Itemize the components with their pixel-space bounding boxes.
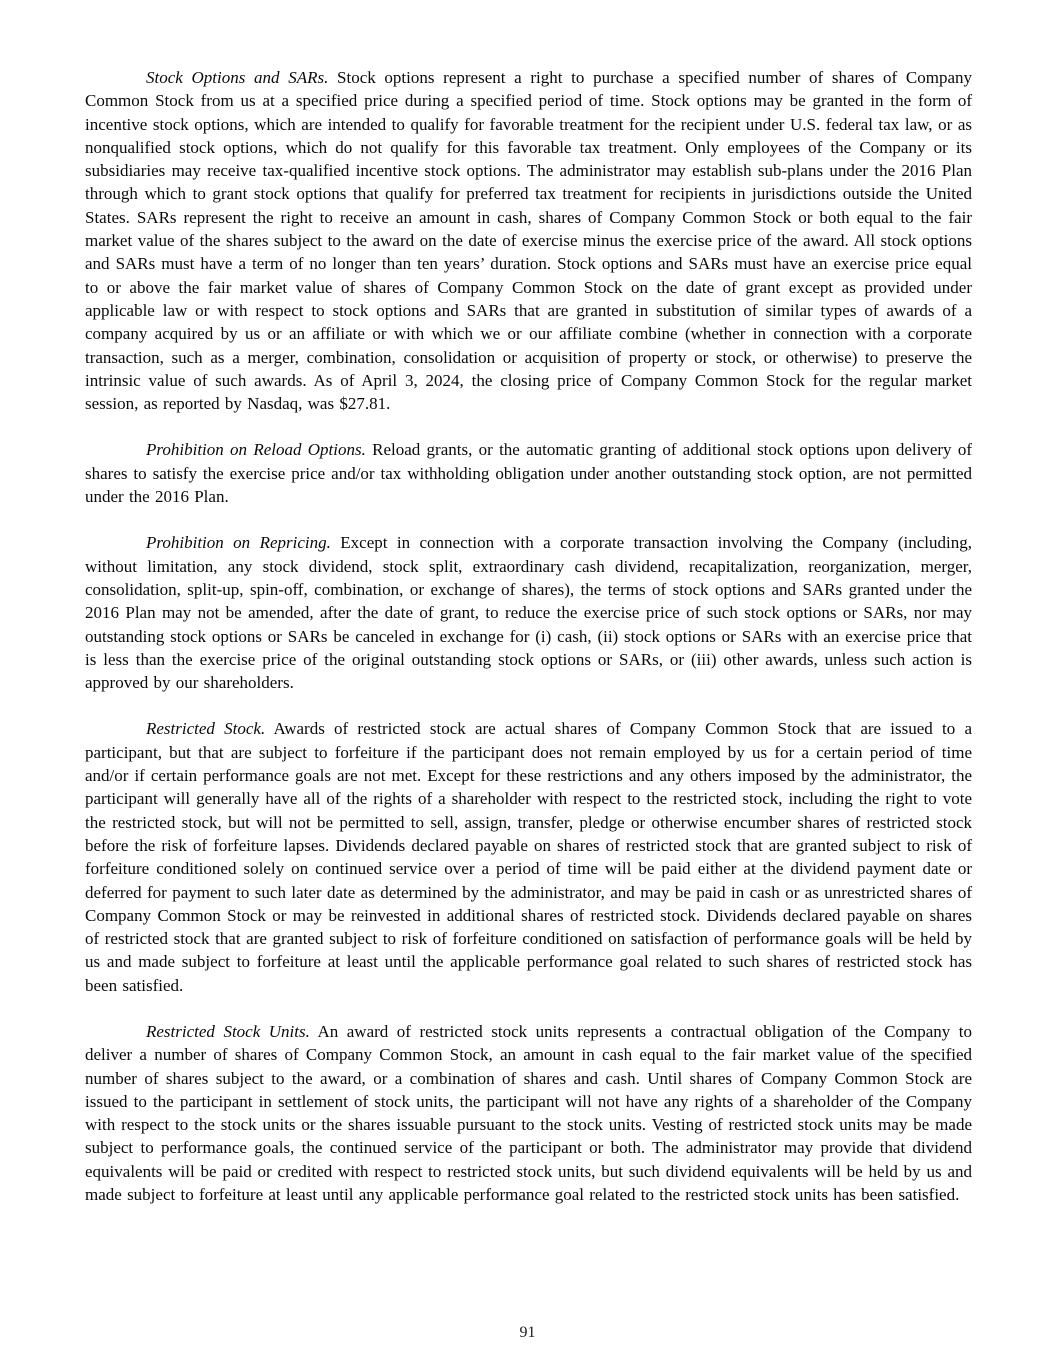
page-number: 91 [519,1324,536,1341]
paragraph-lead-in: Restricted Stock Units. [146,1021,310,1041]
paragraph-restricted-stock-units [85,1020,972,1206]
paragraph-lead-in: Restricted Stock. [146,719,266,739]
paragraph-body: An award of restricted stock units represents a contractual obligation of the Company to deliver a number of shares of Company Common Stock, an amount in cash equal to the fair market value of the specified number of shares subject to the award, or a combination of shares and cash. Until shares of Company Common Stock are issued to the participant in settlement of stock units, the participant will not have any rights of a shareholder of the Company with respect to the stock units or the shares issuable pursuant to the stock units. Vesting of restricted stock units may be made subject to performance goals, the continued service of the participant or both. The administrator may provide that dividend equivalents will be paid or credited with respect to restricted stock units, but such dividend equivalents will be held by us and made subject to forfeiture at least until any applicable performance goal related to the restricted stock units has been satisfied. [85,1021,973,1205]
paragraph-lead-in: Prohibition on Repricing. [146,533,331,553]
paragraph-body: Reload grants, or the automatic granting of additional stock options upon delivery of shares to satisfy the exercise price and/or tax withholding obligation under another outstanding stock option, are not permitted under the 2016 Plan. [85,440,972,507]
paragraph-restricted-stock [85,717,972,997]
paragraph-lead-in: Stock Options and SARs. [146,68,329,87]
paragraph-body: Stock options represent a right to purchase a specified number of shares of Company Common Stock from us at a specified price during a specified period of time. Stock options may be granted in the form of incentive stock options, which are intended to qualify for favorable treatment for the recipient under U.S. federal tax law, or as nonqualified stock options, which do not qualify for this favorable tax treatment. Only employees of the Company or its subsidiaries may receive tax-qualified incentive stock options. The administrator may establish sub-plans under the 2016 Plan through which to grant stock options that qualify for preferred tax treatment for recipients in jurisdictions outside the United States. SARs represent the right to receive an amount in cash, shares of Company Common Stock or both equal to the fair market value of the shares subject to the award on the date of exercise minus the exercise price of the award. All stock options and SARs must have a term of no longer than ten years’ duration. Stock options and SARs must have an exercise price equal to or above the fair market value of shares of Company Common Stock on the date of grant except as provided under applicable law or with respect to stock options and SARs that are granted in substitution of similar types of awards of a company acquired by us or an affiliate or with which we or our affiliate combine (whether in connection with a corporate transaction, such as a merger, combination, consolidation or acquisition of property or stock, or otherwise) to preserve the intrinsic value of such awards. As of April 3, 2024, the closing price of Company Common Stock for the regular market session, as reported by Nasdaq, was $27.81. [85,68,973,414]
paragraph-body: Except in connection with a corporate transaction involving the Company (including, without limitation, any stock dividend, stock split, extraordinary cash dividend, recapitalization, reorganization, merger, consolidation, split-up, spin-off, combination, or exchange of shares), the terms of stock options and SARs granted under the 2016 Plan may not be amended, after the date of grant, to reduce the exercise price of such stock options or SARs, nor may outstanding stock options or SARs be canceled in exchange for (i) cash, (ii) stock options or SARs with an exercise price that is less than the exercise price of the original outstanding stock options or SARs, or (iii) other awards, unless such action is approved by our shareholders. [85,533,972,693]
paragraph-prohibition-on-repricing [85,531,972,694]
paragraph-stock-options-and-sars [85,66,972,415]
paragraph-prohibition-on-reload-options [85,438,972,508]
paragraph-body: Awards of restricted stock are actual shares of Company Common Stock that are issued to a participant, but that are subject to forfeiture if the participant does not remain employed by us for a certain period of time and/or if certain performance goals are not met. Except for these restrictions and any others imposed by the administrator, the participant will generally have all of the rights of a shareholder with respect to the restricted stock, including the right to vote the restricted stock, but will not be permitted to sell, assign, transfer, pledge or otherwise encumber shares of restricted stock before the risk of forfeiture lapses. Dividends declared payable on shares of restricted stock that are granted subject to risk of forfeiture conditioned solely on continued service over a period of time will be paid either at the dividend payment date or deferred for payment to such later date as determined by the administrator, and may be paid in cash or as unrestricted shares of Company Common Stock or may be reinvested in additional shares of restricted stock. Dividends declared payable on shares of restricted stock that are granted subject to risk of forfeiture conditioned on satisfaction of performance goals will be held by us and made subject to forfeiture at least until the applicable performance goal related to such shares of restricted stock has been satisfied. [85,719,972,995]
paragraph-lead-in: Prohibition on Reload Options. [146,440,366,460]
